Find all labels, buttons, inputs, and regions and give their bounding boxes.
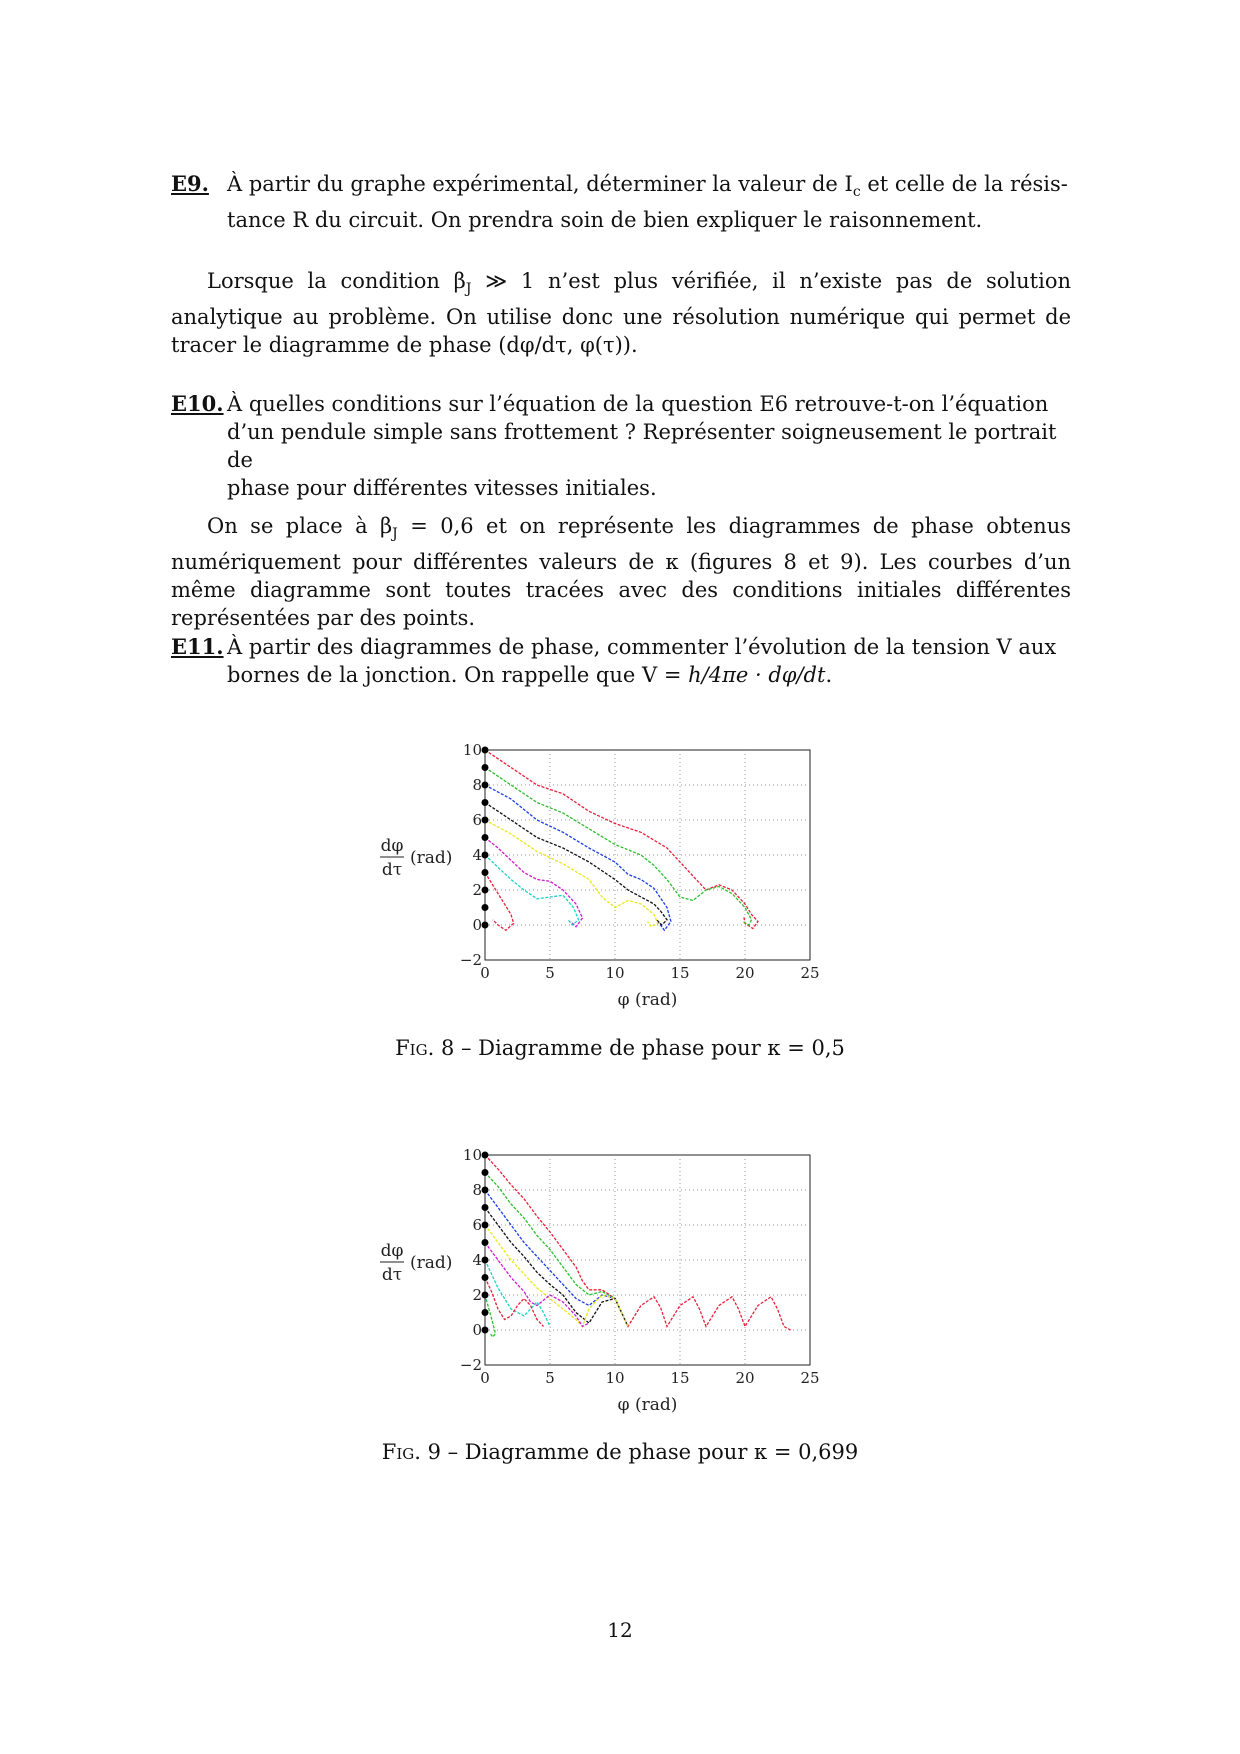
- initial-condition-point: [482, 782, 489, 789]
- text: ≫ 1 n’est plus vérifiée, il n’existe pas de solution analytique au problème. On utilise donc une résolution numérique qui permet de tracer le diagramme de phase (dφ/dτ, φ(τ)).: [171, 269, 1071, 358]
- y-tick-label: 2: [472, 881, 482, 899]
- initial-condition-point: [482, 869, 489, 876]
- question-text: [227, 170, 1071, 234]
- phase-curve-v0=6: [485, 820, 658, 927]
- initial-condition-point: [482, 852, 489, 859]
- x-tick-label: 10: [605, 964, 625, 982]
- initial-condition-point: [482, 1239, 489, 1246]
- initial-condition-point: [482, 1257, 489, 1264]
- initial-condition-point: [482, 1327, 489, 1334]
- y-tick-label: 10: [462, 1146, 482, 1164]
- page-number: 12: [607, 1618, 633, 1642]
- phase-curve-v0=6: [485, 1225, 628, 1327]
- phase-curve-v0=10: [485, 750, 758, 929]
- initial-condition-point: [482, 1309, 489, 1316]
- y-axis-label-unit: (rad): [410, 1253, 453, 1273]
- initial-condition-point: [482, 904, 489, 911]
- phase-curve-v0=9: [485, 1173, 628, 1327]
- subscript: c: [852, 184, 861, 201]
- y-axis-label-denominator: dτ: [381, 860, 403, 880]
- x-tick-label: 20: [735, 964, 755, 982]
- question-line: d’un pendule simple sans frottement ? Représenter soigneusement le portrait de: [227, 420, 1057, 472]
- caption-figure-9: [0, 1440, 1240, 1464]
- question-line: À quelles conditions sur l’équation de la question E6 retrouve-t-on l’équation: [227, 392, 1049, 416]
- x-tick-label: 25: [800, 964, 820, 982]
- x-tick-label: 10: [605, 1369, 625, 1387]
- question-text: [227, 390, 1071, 502]
- question-line: À partir du graphe expérimental, déterminer la valeur de I: [227, 172, 853, 196]
- y-tick-label: 2: [472, 1286, 482, 1304]
- y-tick-label: 0: [472, 916, 482, 934]
- initial-condition-point: [482, 799, 489, 806]
- y-tick-label: 4: [472, 846, 482, 864]
- initial-condition-point: [482, 1204, 489, 1211]
- x-tick-label: 20: [735, 1369, 755, 1387]
- initial-condition-point: [482, 1169, 489, 1176]
- phase-curve-v0=8: [485, 1190, 628, 1327]
- caption-text: – Diagramme de phase pour κ = 0,5: [454, 1036, 845, 1060]
- y-tick-label: 8: [472, 776, 482, 794]
- y-tick-label: −2: [459, 1356, 482, 1374]
- caption-figure-8: [0, 1036, 1240, 1060]
- text: Lorsque la condition β: [207, 269, 466, 293]
- phase-diagram-figure-9: [360, 1135, 880, 1425]
- x-tick-label: 5: [545, 964, 555, 982]
- phase-curve-v0=5: [485, 1243, 589, 1327]
- initial-condition-point: [482, 887, 489, 894]
- initial-condition-point: [482, 764, 489, 771]
- x-axis-label: φ (rad): [617, 1395, 678, 1415]
- y-axis-label-numerator: dφ: [380, 1241, 404, 1261]
- y-tick-label: 10: [462, 741, 482, 759]
- initial-condition-point: [482, 834, 489, 841]
- paragraph-kappa: [171, 512, 1071, 632]
- subscript: J: [392, 526, 398, 543]
- phase-curve-v0=9: [485, 768, 752, 926]
- question-line: .: [825, 663, 833, 687]
- question-line: tance R du circuit. On prendra soin de bien expliquer le raisonnement.: [227, 208, 983, 233]
- y-tick-label: 6: [472, 811, 482, 829]
- caption-prefix: Fig. 8: [395, 1036, 455, 1060]
- y-tick-label: 8: [472, 1181, 482, 1199]
- question-e11: [171, 633, 1071, 689]
- x-tick-label: 5: [545, 1369, 555, 1387]
- initial-condition-point: [482, 1222, 489, 1229]
- question-line: et celle de la résis-: [860, 172, 1068, 196]
- y-tick-label: 0: [472, 1321, 482, 1339]
- question-e9: [171, 170, 1071, 234]
- initial-condition-point: [482, 1292, 489, 1299]
- initial-condition-point: [482, 922, 489, 929]
- phase-curve-v0=7: [485, 1208, 628, 1327]
- x-tick-label: 15: [670, 964, 690, 982]
- initial-condition-point: [482, 747, 489, 754]
- question-label: E9.: [171, 171, 209, 196]
- phase-curve-v0=3: [485, 873, 514, 931]
- y-tick-label: 4: [472, 1251, 482, 1269]
- y-axis-label-denominator: dτ: [381, 1265, 403, 1285]
- caption-prefix: Fig. 9: [381, 1440, 441, 1464]
- question-line: phase pour différentes vitesses initiales.: [227, 476, 657, 500]
- y-axis-label-unit: (rad): [410, 848, 453, 868]
- question-line: À partir des diagrammes de phase, commenter l’évolution de la tension V aux: [227, 635, 1057, 659]
- x-tick-label: 25: [800, 1369, 820, 1387]
- initial-condition-point: [482, 1274, 489, 1281]
- y-tick-label: −2: [459, 951, 482, 969]
- paragraph-numerical: [171, 267, 1071, 359]
- question-e10: [171, 390, 1071, 502]
- formula: h/4πe · dφ/dt: [688, 663, 826, 687]
- x-tick-label: 0: [480, 1369, 490, 1387]
- x-tick-label: 15: [670, 1369, 690, 1387]
- x-axis-label: φ (rad): [617, 990, 678, 1010]
- question-label: E10.: [171, 391, 224, 416]
- caption-text: – Diagramme de phase pour κ = 0,699: [440, 1440, 859, 1464]
- subscript: J: [465, 281, 472, 298]
- initial-condition-point: [482, 1152, 489, 1159]
- initial-condition-point: [482, 1187, 489, 1194]
- y-axis-label-numerator: dφ: [380, 836, 404, 856]
- question-text: [227, 633, 1071, 689]
- initial-condition-point: [482, 817, 489, 824]
- text: On se place à β: [207, 514, 393, 538]
- phase-diagram-figure-8: [360, 730, 880, 1020]
- y-tick-label: 6: [472, 1216, 482, 1234]
- question-line: bornes de la jonction. On rappelle que V =: [227, 663, 689, 687]
- phase-curve-v0=4: [485, 1260, 550, 1327]
- question-label: E11.: [171, 634, 224, 659]
- text: = 0,6 et on représente les diagrammes de phase obtenus numériquement pour différentes valeurs de κ (figures 8 et 9). Les courbes d’un même diagramme sont toutes tracées avec des conditions initiales différentes représentées par des points.: [171, 514, 1071, 631]
- x-tick-label: 0: [480, 964, 490, 982]
